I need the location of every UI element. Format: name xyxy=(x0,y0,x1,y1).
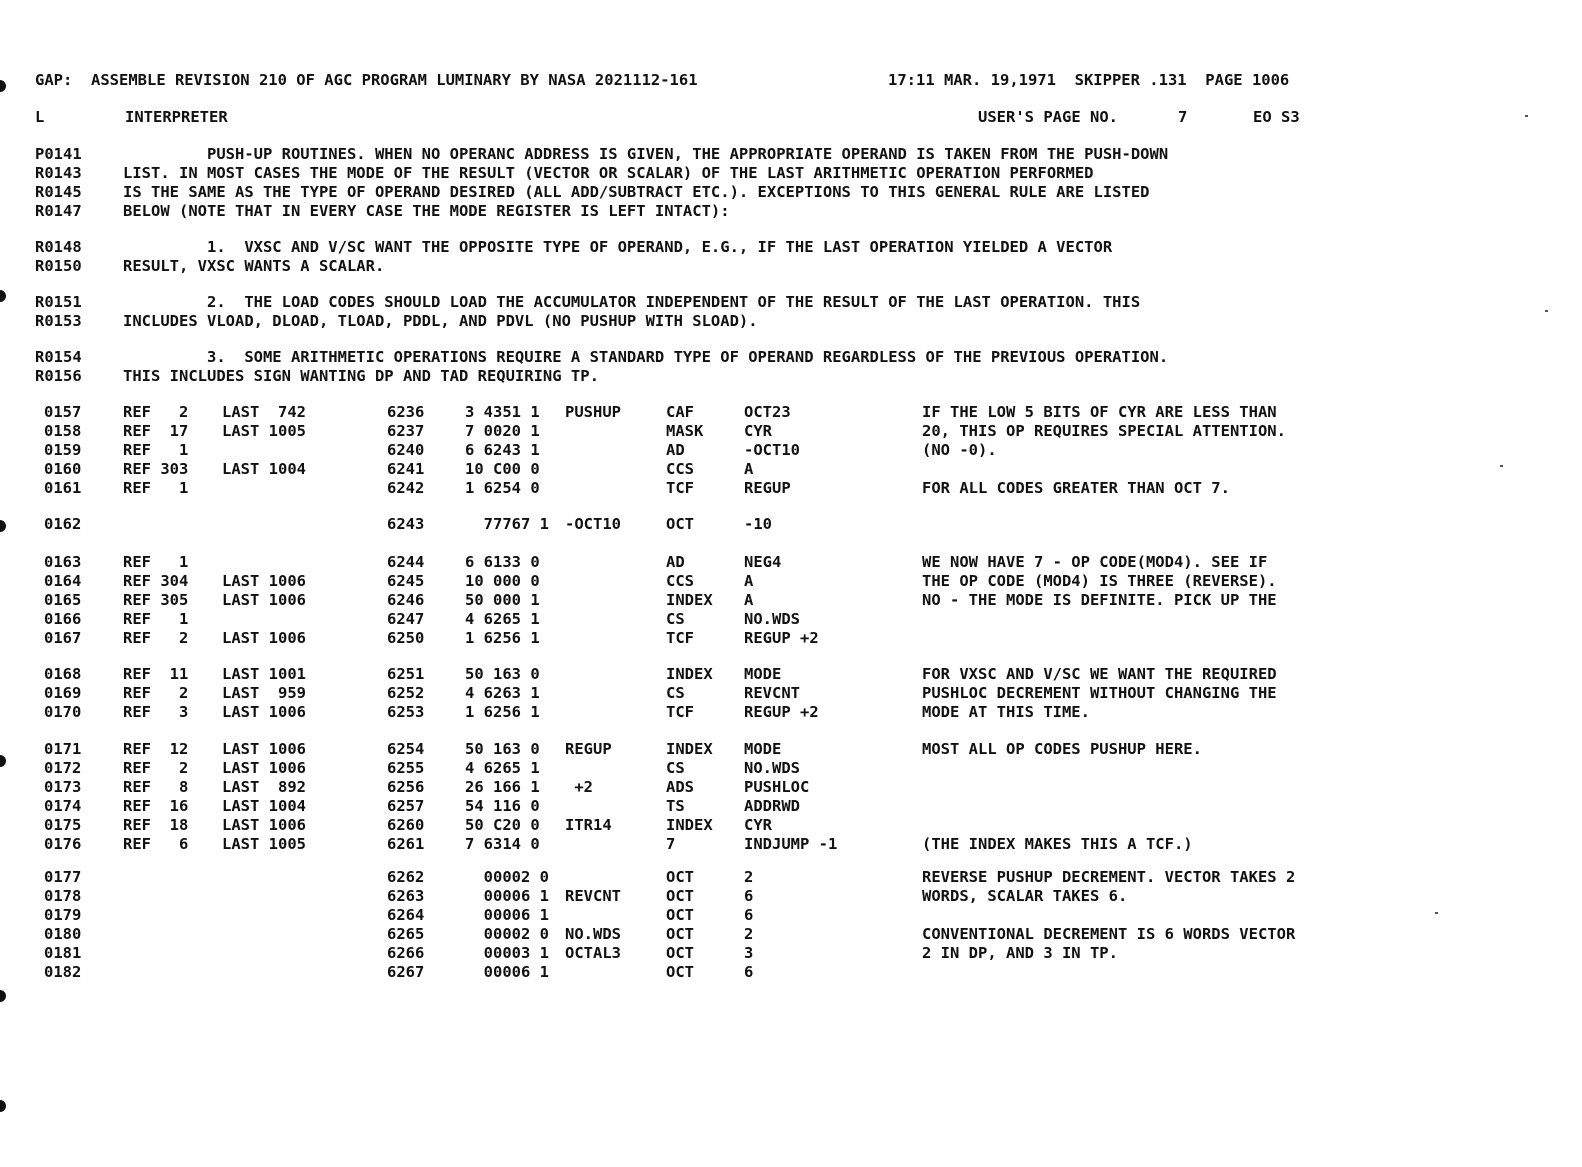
listing-operand: REGUP +2 xyxy=(744,703,819,721)
listing-word: 00003 1 xyxy=(465,944,549,962)
listing-word: 4 6265 1 xyxy=(465,610,540,628)
listing-operand: -OCT10 xyxy=(744,441,800,459)
listing-word: 1 6256 1 xyxy=(465,703,540,721)
listing-line: 0171 xyxy=(44,740,82,758)
listing-addr: 6255 xyxy=(387,759,425,777)
listing-op: CS xyxy=(666,684,685,702)
listing-op: INDEX xyxy=(666,591,713,609)
listing-op: CCS xyxy=(666,460,694,478)
listing-word: 4 6263 1 xyxy=(465,684,540,702)
listing-addr: 6250 xyxy=(387,629,425,647)
listing-comment: IF THE LOW 5 BITS OF CYR ARE LESS THAN xyxy=(922,403,1277,421)
listing-line: 0172 xyxy=(44,759,82,777)
listing-operand: NEG4 xyxy=(744,553,782,571)
listing-addr: 6256 xyxy=(387,778,425,796)
listing-op: OCT xyxy=(666,515,694,533)
listing-op: CS xyxy=(666,759,685,777)
listing-word: 6 6133 0 xyxy=(465,553,540,571)
remark-line-id: R0143 xyxy=(35,164,82,182)
listing-ref: REF 2 xyxy=(123,684,189,702)
listing-comment: PUSHLOC DECREMENT WITHOUT CHANGING THE xyxy=(922,684,1277,702)
punch-hole xyxy=(0,990,6,1002)
listing-word: 4 6265 1 xyxy=(465,759,540,777)
listing-line: 0164 xyxy=(44,572,82,590)
listing-ref: REF 2 xyxy=(123,403,189,421)
listing-operand: ADDRWD xyxy=(744,797,800,815)
listing-comment: (NO -0). xyxy=(922,441,997,459)
listing-last: LAST 1006 xyxy=(222,703,306,721)
listing-operand: NO.WDS xyxy=(744,759,800,777)
header-timestamp-page: 17:11 MAR. 19,1971 SKIPPER .131 PAGE 1006 xyxy=(888,71,1290,89)
listing-addr: 6265 xyxy=(387,925,425,943)
users-page-label: USER'S PAGE NO. xyxy=(978,108,1118,126)
listing-line: 0169 xyxy=(44,684,82,702)
listing-ref: REF 2 xyxy=(123,759,189,777)
listing-line: 0181 xyxy=(44,944,82,962)
remark-line-id: P0141 xyxy=(35,145,82,163)
listing-line: 0175 xyxy=(44,816,82,834)
listing-operand: A xyxy=(744,591,754,609)
listing-line: 0179 xyxy=(44,906,82,924)
remark-line-id: R0150 xyxy=(35,257,82,275)
listing-op: AD xyxy=(666,553,685,571)
listing-addr: 6261 xyxy=(387,835,425,853)
listing-operand: A xyxy=(744,572,754,590)
remark-line-text: 1. VXSC AND V/SC WANT THE OPPOSITE TYPE OF OPERAND, E.G., IF THE LAST OPERATION YIELDED A VECTOR xyxy=(123,238,1113,256)
listing-word: 00006 1 xyxy=(465,906,549,924)
listing-line: 0158 xyxy=(44,422,82,440)
listing-operand: A xyxy=(744,460,754,478)
listing-label: PUSHUP xyxy=(565,403,621,421)
listing-operand: NO.WDS xyxy=(744,610,800,628)
listing-addr: 6247 xyxy=(387,610,425,628)
listing-word: 10 000 0 xyxy=(465,572,540,590)
listing-word: 26 166 1 xyxy=(465,778,540,796)
listing-last: LAST 1006 xyxy=(222,740,306,758)
remark-line-text: THIS INCLUDES SIGN WANTING DP AND TAD REQUIRING TP. xyxy=(123,367,599,385)
listing-word: 00006 1 xyxy=(465,887,549,905)
listing-operand: CYR xyxy=(744,422,772,440)
listing-line: 0170 xyxy=(44,703,82,721)
listing-word: 3 4351 1 xyxy=(465,403,540,421)
remark-line-text: INCLUDES VLOAD, DLOAD, TLOAD, PDDL, AND PDVL (NO PUSHUP WITH SLOAD). xyxy=(123,312,758,330)
listing-op: INDEX xyxy=(666,740,713,758)
listing-operand: -10 xyxy=(744,515,772,533)
listing-last: LAST 1006 xyxy=(222,759,306,777)
listing-ref: REF 1 xyxy=(123,553,189,571)
listing-line: 0166 xyxy=(44,610,82,628)
scan-speck xyxy=(1545,310,1548,312)
listing-line: 0157 xyxy=(44,403,82,421)
listing-op: MASK xyxy=(666,422,704,440)
listing-line: 0174 xyxy=(44,797,82,815)
listing-operand: INDJUMP -1 xyxy=(744,835,838,853)
remark-line-id: R0153 xyxy=(35,312,82,330)
listing-op: INDEX xyxy=(666,816,713,834)
listing-line: 0177 xyxy=(44,868,82,886)
listing-label: REGUP xyxy=(565,740,612,758)
listing-comment: NO - THE MODE IS DEFINITE. PICK UP THE xyxy=(922,591,1277,609)
listing-op: TCF xyxy=(666,479,694,497)
listing-last: LAST 1001 xyxy=(222,665,306,683)
listing-ref: REF 1 xyxy=(123,479,189,497)
listing-addr: 6253 xyxy=(387,703,425,721)
listing-label: REVCNT xyxy=(565,887,621,905)
listing-word: 7 6314 0 xyxy=(465,835,540,853)
remark-line-id: R0156 xyxy=(35,367,82,385)
punch-hole xyxy=(0,80,6,92)
listing-line: 0168 xyxy=(44,665,82,683)
remark-line-id: R0148 xyxy=(35,238,82,256)
remark-line-text: RESULT, VXSC WANTS A SCALAR. xyxy=(123,257,385,275)
listing-word: 00002 0 xyxy=(465,925,549,943)
listing-last: LAST 892 xyxy=(222,778,306,796)
listing-line: 0163 xyxy=(44,553,82,571)
listing-ref: REF 17 xyxy=(123,422,189,440)
section-name: INTERPRETER xyxy=(125,108,228,126)
listing-ref: REF 305 xyxy=(123,591,189,609)
listing-word: 77767 1 xyxy=(465,515,549,533)
listing-operand: 2 xyxy=(744,925,754,943)
listing-addr: 6240 xyxy=(387,441,425,459)
listing-comment: CONVENTIONAL DECREMENT IS 6 WORDS VECTOR xyxy=(922,925,1296,943)
listing-comment: WE NOW HAVE 7 - OP CODE(MOD4). SEE IF xyxy=(922,553,1268,571)
listing-op: CCS xyxy=(666,572,694,590)
listing-comment: 20, THIS OP REQUIRES SPECIAL ATTENTION. xyxy=(922,422,1286,440)
listing-addr: 6252 xyxy=(387,684,425,702)
listing-op: OCT xyxy=(666,944,694,962)
listing-op: AD xyxy=(666,441,685,459)
listing-operand: 6 xyxy=(744,963,754,981)
listing-op: OCT xyxy=(666,906,694,924)
remark-line-text: LIST. IN MOST CASES THE MODE OF THE RESULT (VECTOR OR SCALAR) OF THE LAST ARITHMETIC OPERATION PERFORMED xyxy=(123,164,1094,182)
listing-label: -OCT10 xyxy=(565,515,621,533)
remark-line-text: BELOW (NOTE THAT IN EVERY CASE THE MODE REGISTER IS LEFT INTACT): xyxy=(123,202,730,220)
listing-ref: REF 3 xyxy=(123,703,189,721)
punch-hole xyxy=(0,755,6,767)
scan-speck xyxy=(1435,912,1438,914)
listing-ref: REF 1 xyxy=(123,610,189,628)
listing-word: 6 6243 1 xyxy=(465,441,540,459)
header-title: GAP: ASSEMBLE REVISION 210 OF AGC PROGRAM LUMINARY BY NASA 2021112-161 xyxy=(35,71,698,89)
listing-comment: WORDS, SCALAR TAKES 6. xyxy=(922,887,1128,905)
listing-addr: 6263 xyxy=(387,887,425,905)
listing-ref: REF 11 xyxy=(123,665,189,683)
listing-addr: 6237 xyxy=(387,422,425,440)
listing-op: ADS xyxy=(666,778,694,796)
listing-op: CS xyxy=(666,610,685,628)
listing-comment: (THE INDEX MAKES THIS A TCF.) xyxy=(922,835,1193,853)
listing-last: LAST 1006 xyxy=(222,816,306,834)
listing-last: LAST 742 xyxy=(222,403,306,421)
listing-op: OCT xyxy=(666,868,694,886)
listing-ref: REF 304 xyxy=(123,572,189,590)
listing-word: 7 0020 1 xyxy=(465,422,540,440)
remark-line-text: 3. SOME ARITHMETIC OPERATIONS REQUIRE A STANDARD TYPE OF OPERAND REGARDLESS OF THE PREVIOUS OPERATION. xyxy=(123,348,1169,366)
listing-op: OCT xyxy=(666,963,694,981)
remark-line-id: R0154 xyxy=(35,348,82,366)
listing-operand: PUSHLOC xyxy=(744,778,810,796)
users-page-number: 7 xyxy=(1178,108,1188,126)
listing-last: LAST 1006 xyxy=(222,572,306,590)
remark-line-text: PUSH-UP ROUTINES. WHEN NO OPERANC ADDRESS IS GIVEN, THE APPROPRIATE OPERAND IS TAKEN FROM THE PUSH-DOWN xyxy=(123,145,1169,163)
listing-word: 50 163 0 xyxy=(465,740,540,758)
listing-addr: 6242 xyxy=(387,479,425,497)
listing-addr: 6260 xyxy=(387,816,425,834)
listing-line: 0159 xyxy=(44,441,82,459)
listing-line: 0178 xyxy=(44,887,82,905)
listing-addr: 6264 xyxy=(387,906,425,924)
remark-line-text: 2. THE LOAD CODES SHOULD LOAD THE ACCUMULATOR INDEPENDENT OF THE RESULT OF THE LAST OPERATION. THIS xyxy=(123,293,1141,311)
listing-addr: 6244 xyxy=(387,553,425,571)
listing-comment: FOR VXSC AND V/SC WE WANT THE REQUIRED xyxy=(922,665,1277,683)
listing-comment: MOST ALL OP CODES PUSHUP HERE. xyxy=(922,740,1202,758)
listing-word: 54 116 0 xyxy=(465,797,540,815)
listing-op: OCT xyxy=(666,925,694,943)
listing-label: ITR14 xyxy=(565,816,612,834)
listing-addr: 6254 xyxy=(387,740,425,758)
listing-line: 0167 xyxy=(44,629,82,647)
scan-speck xyxy=(1500,465,1503,467)
remark-line-id: R0151 xyxy=(35,293,82,311)
listing-op: CAF xyxy=(666,403,694,421)
listing-addr: 6241 xyxy=(387,460,425,478)
listing-word: 1 6254 0 xyxy=(465,479,540,497)
listing-line: 0176 xyxy=(44,835,82,853)
punch-hole xyxy=(0,290,6,302)
listing-line: 0160 xyxy=(44,460,82,478)
listing-line: 0173 xyxy=(44,778,82,796)
listing-operand: OCT23 xyxy=(744,403,791,421)
listing-addr: 6251 xyxy=(387,665,425,683)
listing-addr: 6243 xyxy=(387,515,425,533)
listing-op: OCT xyxy=(666,887,694,905)
listing-addr: 6236 xyxy=(387,403,425,421)
listing-code: EO S3 xyxy=(1253,108,1300,126)
remark-line-id: R0145 xyxy=(35,183,82,201)
listing-comment: MODE AT THIS TIME. xyxy=(922,703,1090,721)
listing-comment: FOR ALL CODES GREATER THAN OCT 7. xyxy=(922,479,1230,497)
listing-line: 0165 xyxy=(44,591,82,609)
punch-hole xyxy=(0,1100,6,1112)
listing-last: LAST 1005 xyxy=(222,422,306,440)
listing-op: 7 xyxy=(666,835,676,853)
listing-ref: REF 1 xyxy=(123,441,189,459)
listing-operand: 6 xyxy=(744,887,754,905)
listing-line: 0161 xyxy=(44,479,82,497)
remark-line-id: R0147 xyxy=(35,202,82,220)
listing-operand: 2 xyxy=(744,868,754,886)
listing-addr: 6246 xyxy=(387,591,425,609)
listing-operand: REGUP +2 xyxy=(744,629,819,647)
listing-last: LAST 1005 xyxy=(222,835,306,853)
listing-ref: REF 12 xyxy=(123,740,189,758)
listing-word: 50 000 1 xyxy=(465,591,540,609)
listing-operand: MODE xyxy=(744,665,782,683)
listing-word: 00002 0 xyxy=(465,868,549,886)
listing-addr: 6266 xyxy=(387,944,425,962)
listing-op: TCF xyxy=(666,703,694,721)
listing-word: 50 C20 0 xyxy=(465,816,540,834)
listing-line: 0162 xyxy=(44,515,82,533)
section-code: L xyxy=(35,108,45,126)
listing-ref: REF 303 xyxy=(123,460,189,478)
listing-last: LAST 1004 xyxy=(222,797,306,815)
listing-label: NO.WDS xyxy=(565,925,621,943)
listing-operand: REVCNT xyxy=(744,684,800,702)
listing-line: 0180 xyxy=(44,925,82,943)
listing-word: 50 163 0 xyxy=(465,665,540,683)
listing-line: 0182 xyxy=(44,963,82,981)
listing-last: LAST 1004 xyxy=(222,460,306,478)
remark-line-text: IS THE SAME AS THE TYPE OF OPERAND DESIRED (ALL ADD/SUBTRACT ETC.). EXCEPTIONS TO THIS GENERAL RULE ARE LISTED xyxy=(123,183,1150,201)
listing-label: +2 xyxy=(565,778,593,796)
listing-operand: REGUP xyxy=(744,479,791,497)
listing-word: 00006 1 xyxy=(465,963,549,981)
listing-op: INDEX xyxy=(666,665,713,683)
listing-ref: REF 8 xyxy=(123,778,189,796)
listing-op: TS xyxy=(666,797,685,815)
listing-addr: 6267 xyxy=(387,963,425,981)
listing-ref: REF 16 xyxy=(123,797,189,815)
listing-operand: MODE xyxy=(744,740,782,758)
listing-word: 1 6256 1 xyxy=(465,629,540,647)
listing-last: LAST 959 xyxy=(222,684,306,702)
listing-comment: REVERSE PUSHUP DECREMENT. VECTOR TAKES 2 xyxy=(922,868,1296,886)
scan-speck xyxy=(1525,115,1528,117)
listing-op: TCF xyxy=(666,629,694,647)
listing-label: OCTAL3 xyxy=(565,944,621,962)
listing-operand: 3 xyxy=(744,944,754,962)
listing-addr: 6262 xyxy=(387,868,425,886)
listing-ref: REF 18 xyxy=(123,816,189,834)
listing-operand: 6 xyxy=(744,906,754,924)
listing-word: 10 C00 0 xyxy=(465,460,540,478)
listing-addr: 6257 xyxy=(387,797,425,815)
listing-comment: THE OP CODE (MOD4) IS THREE (REVERSE). xyxy=(922,572,1277,590)
listing-last: LAST 1006 xyxy=(222,591,306,609)
listing-ref: REF 6 xyxy=(123,835,189,853)
listing-operand: CYR xyxy=(744,816,772,834)
punch-hole xyxy=(0,520,6,532)
listing-ref: REF 2 xyxy=(123,629,189,647)
listing-comment: 2 IN DP, AND 3 IN TP. xyxy=(922,944,1118,962)
listing-addr: 6245 xyxy=(387,572,425,590)
listing-last: LAST 1006 xyxy=(222,629,306,647)
